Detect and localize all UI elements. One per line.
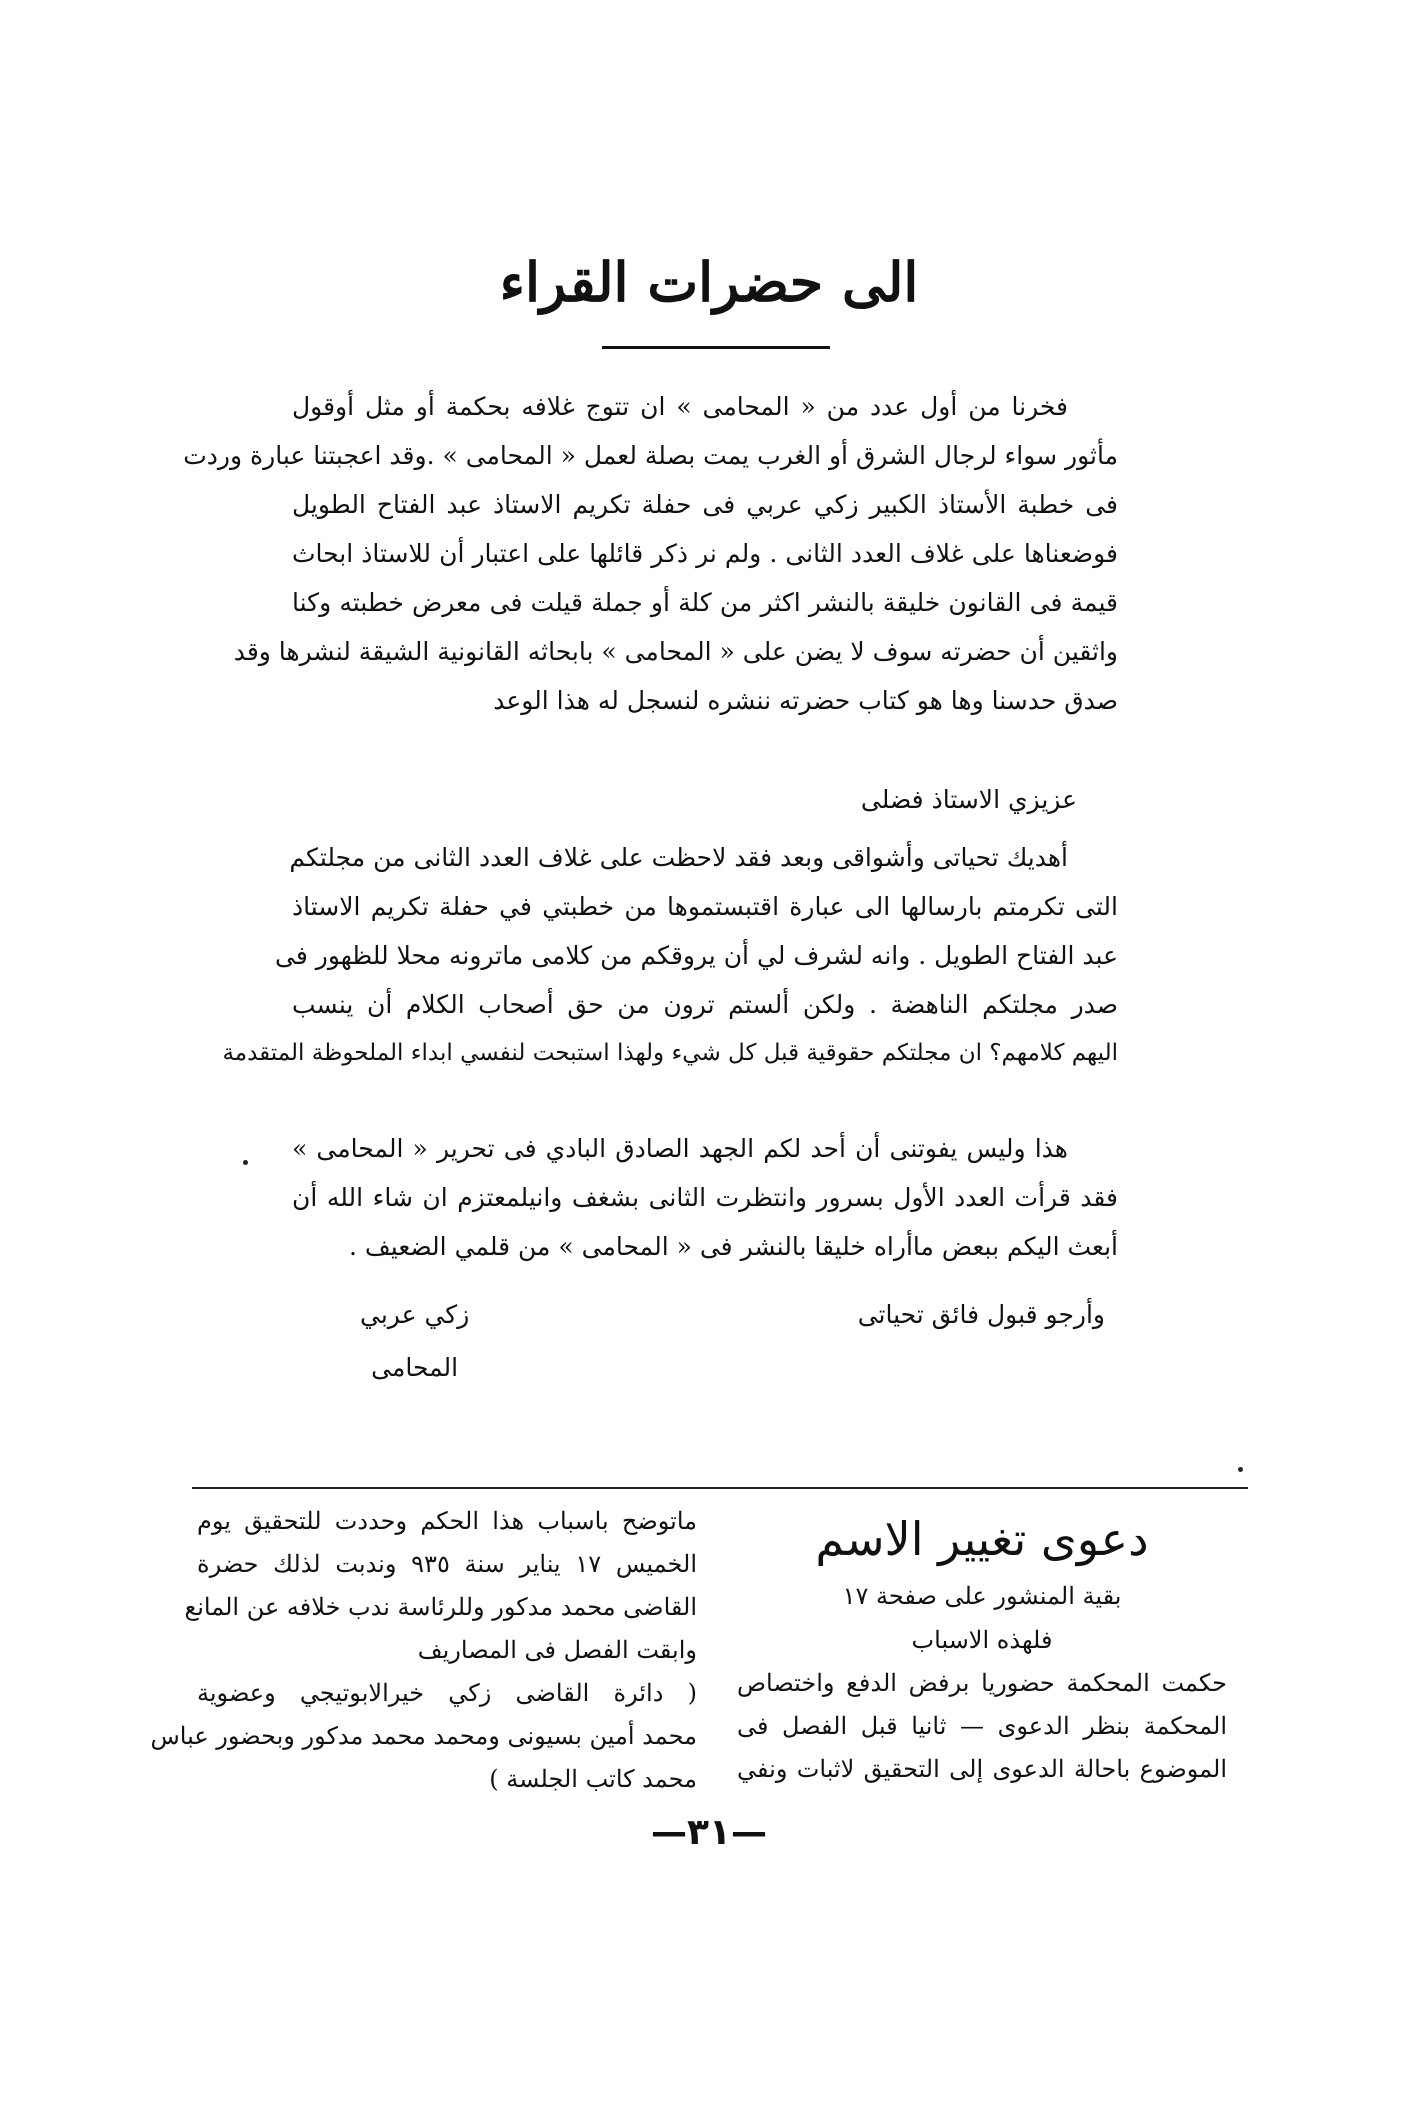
text-line: هذا وليس يفوتنى أن أحد لكم الجهد الصادق البادي فى تحرير « المحامى » xyxy=(292,1134,1068,1163)
text-line: حكمت المحكمة حضوريا برفض الدفع واختصاص xyxy=(737,1669,1227,1697)
text-line: عزيزي الاستاذ فضلى xyxy=(860,785,1077,814)
letter-greeting xyxy=(292,775,1077,824)
text-line: صدر مجلتكم الناهضة . ولكن ألستم ترون من حق أصحاب الكلام أن ينسب xyxy=(292,990,1118,1019)
text-line: فى خطبة الأستاذ الكبير زكي عربي فى حفلة تكريم الاستاذ عبد الفتاح الطويل xyxy=(292,490,1118,519)
text-line: القاضى محمد مدكور وللرئاسة ندب خلافه عن المانع xyxy=(184,1593,697,1621)
text-line: مأثور سواء لرجال الشرق أو الغرب يمت بصلة لعمل « المحامى » .وقد اعجبتنا عبارة وردت xyxy=(183,441,1118,470)
text-line: محمد أمين بسيونى ومحمد محمد مدكور وبحضور عباس xyxy=(150,1722,697,1750)
text-line: قيمة فى القانون خليقة بالنشر اكثر من كلة أو جملة قيلت فى معرض خطبته وكنا xyxy=(292,588,1118,617)
text-line: اليهم كلامهم؟ ان مجلتكم حقوقية قبل كل شيء ولهذا استبحت لنفسي ابداء الملحوظة المتقدمة xyxy=(222,1040,1118,1066)
title-underline xyxy=(602,346,830,349)
text-line: المحكمة بنظر الدعوى — ثانيا قبل الفصل فى xyxy=(737,1712,1227,1740)
text-line: أهديك تحياتى وأشواقى وبعد فقد لاحظت على غلاف العدد الثانى من مجلتكم xyxy=(289,843,1068,872)
text-line: وابقت الفصل فى المصاريف xyxy=(417,1636,697,1664)
signer-title: المحامى xyxy=(371,1353,459,1382)
text-line: فقد قرأت العدد الأول بسرور وانتظرت الثانى بشغف وانيلمعتزم ان شاء الله أن xyxy=(292,1183,1118,1212)
regards-line: وأرجو قبول فائق تحياتى xyxy=(857,1300,1105,1329)
text-line: فخرنا من أول عدد من « المحامى » ان تتوج غلافه بحكمة أو مثل أوقول xyxy=(292,392,1068,421)
continued-note: بقية المنشور على صفحة ١٧ xyxy=(842,1582,1122,1610)
text-line: عبد الفتاح الطويل . وانه لشرف لي أن يروقكم من كلامى ماترونه محلا للظهور فى xyxy=(275,941,1118,970)
case-column-right xyxy=(737,1500,1227,1791)
text-line: واثقين أن حضرته سوف لا يضن على « المحامى » بابحاثه القانونية الشيقة لنشرها وقد xyxy=(233,637,1118,666)
text-line: التى تكرمتم بارسالها الى عبارة اقتبستموها من خطبتي في حفلة تكريم الاستاذ xyxy=(292,892,1118,921)
margin-dot xyxy=(1238,1467,1243,1472)
letter-closing xyxy=(292,1124,1118,1271)
page-title: الى حضرات القراء xyxy=(499,250,919,314)
text-line: ( دائرة القاضى زكي خيرالابوتيجي وعضوية xyxy=(197,1679,697,1707)
letter-body xyxy=(222,833,1118,1078)
text-line: الخميس ١٧ يناير سنة ٩٣٥ وندبت لذلك حضرة xyxy=(197,1550,698,1578)
text-line: أبعث اليكم ببعض ماأراه خليقا بالنشر فى « المحامى » من قلمي الضعيف . xyxy=(349,1232,1118,1261)
section-divider xyxy=(192,1487,1248,1489)
signer-name: زكي عربي xyxy=(360,1300,470,1329)
text-line: ماتوضح باسباب هذا الحكم وحددت للتحقيق يوم xyxy=(197,1507,697,1535)
case-column-left xyxy=(150,1500,698,1801)
intro-paragraph xyxy=(183,382,1118,725)
text-line: الموضوع باحالة الدعوى إلى التحقيق لاثبات ونفي xyxy=(737,1755,1227,1783)
text-line: فوضعناها على غلاف العدد الثانى . ولم نر ذكر قائلها على اعتبار أن للاستاذ ابحاث xyxy=(292,539,1118,568)
text-line: محمد كاتب الجلسة ) xyxy=(489,1765,697,1793)
margin-dot xyxy=(243,1160,248,1165)
case-title: دعوى تغيير الاسم xyxy=(815,1512,1149,1566)
page-number: —٣١— xyxy=(651,1812,767,1853)
reasons-heading: فلهذه الاسباب xyxy=(911,1626,1053,1654)
signer xyxy=(360,1300,469,1382)
text-line: صدق حدسنا وها هو كتاب حضرته ننشره لنسجل له هذا الوعد xyxy=(493,686,1118,715)
